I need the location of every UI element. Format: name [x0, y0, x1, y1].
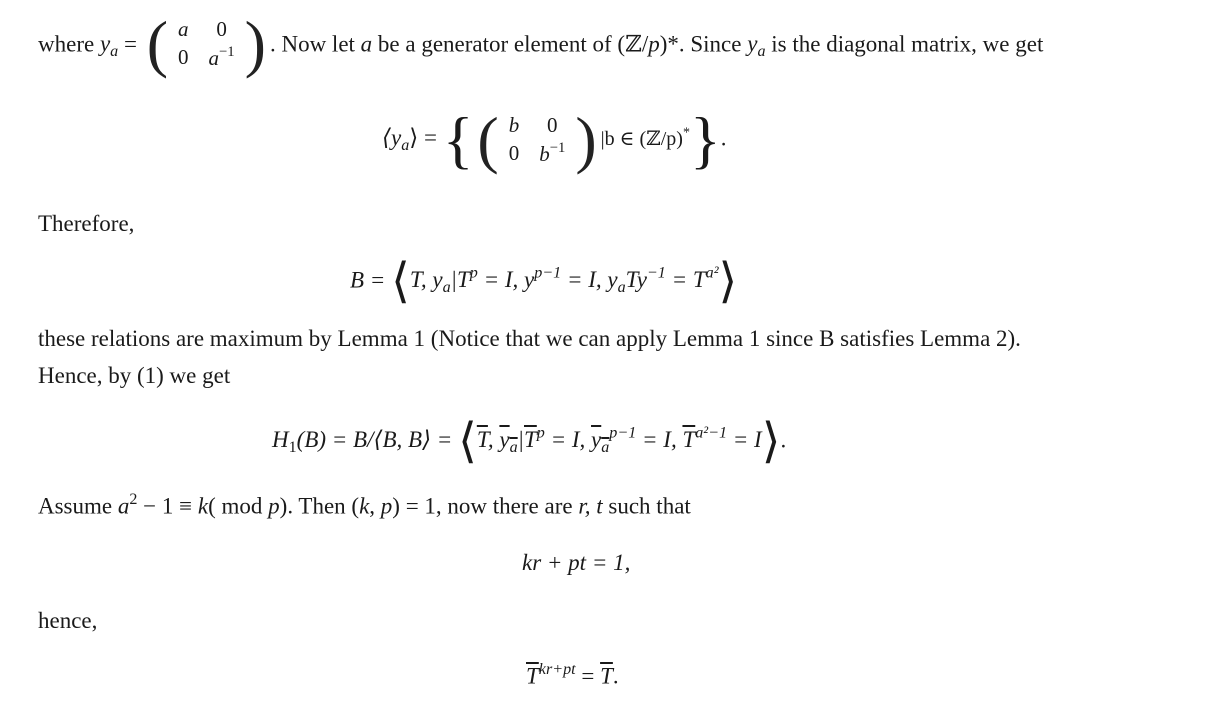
cell-b-11: b — [508, 112, 520, 137]
t-eq: = — [575, 663, 601, 689]
cell-22-sup: −1 — [219, 44, 235, 61]
b-sup-a2: a² — [705, 264, 719, 282]
h-eq-i3: = I — [727, 427, 762, 453]
lhs-text: ⟨y — [382, 125, 402, 151]
h-ybar-2 — [591, 427, 610, 457]
text-since: )*. Since — [659, 31, 748, 57]
t-sup: kr+pt — [538, 661, 576, 678]
b-body — [409, 264, 719, 297]
assume-t1: Assume — [38, 493, 118, 519]
text-where: where — [38, 31, 100, 57]
text-now-let: . Now let — [269, 31, 361, 57]
lhs-ya — [382, 125, 437, 155]
text-generator: be a generator element of (ℤ/ — [372, 31, 649, 57]
right-paren: ) — [244, 8, 266, 79]
left-paren-b: ( — [477, 104, 499, 175]
h-sup-a2m1: a²−1 — [695, 424, 728, 442]
assume-t6: ) = 1, now there are — [392, 493, 579, 519]
var-y: y — [99, 31, 111, 57]
b-body-text: T, y — [409, 267, 443, 293]
assume-sup2: 2 — [129, 491, 138, 508]
h-sub-a2: a — [601, 439, 610, 457]
b-sup-p: p — [469, 264, 478, 282]
b-rel4: Ty — [625, 267, 647, 293]
b-sup-pm1: p−1 — [534, 264, 562, 282]
h-eq-i2: = I, — [636, 427, 683, 453]
h-body — [476, 424, 762, 457]
langle: ⟨ — [391, 255, 410, 308]
assume-k: k — [197, 493, 209, 519]
h-tbar-3: $\overline{T}$ — [682, 427, 696, 453]
h-bar: | — [517, 427, 524, 453]
assume-t3: ( mod — [208, 493, 269, 519]
h-sup-p: p — [536, 424, 545, 442]
cell-11: a — [178, 16, 189, 41]
sub-a: a — [110, 43, 119, 61]
matrix-b-table — [499, 112, 576, 168]
h-period: . — [780, 427, 787, 453]
cell-22 — [199, 43, 245, 72]
cell-b-22-sup: −1 — [549, 140, 566, 157]
t-bar: $\overline{T}$ — [526, 663, 539, 689]
var-ya — [99, 31, 119, 61]
h-y2: y — [591, 427, 602, 453]
eq-t — [526, 660, 619, 690]
equals: = — [118, 31, 137, 57]
paragraph-line-2: Hence, by (1) we get — [38, 363, 231, 388]
b-rel2: = I, y — [477, 267, 535, 293]
assume-t5: , — [369, 493, 381, 519]
b-sup-m1: −1 — [646, 264, 666, 282]
matrix-ya — [146, 8, 266, 79]
h-langle: ⟨ — [458, 415, 477, 468]
right-paren-b: ) — [575, 104, 597, 175]
assume-t4: ). Then ( — [279, 493, 360, 519]
period: . — [720, 125, 727, 151]
cell-21: 0 — [178, 45, 189, 69]
var-y-2: y — [747, 31, 758, 57]
eq-b — [350, 255, 738, 308]
left-paren: ( — [146, 8, 168, 79]
therefore: Therefore, — [38, 211, 135, 236]
var-a: a — [360, 31, 373, 57]
t-bar-2: $\overline{T}$ — [600, 663, 613, 689]
h-lhs — [272, 427, 459, 457]
var-p: p — [648, 31, 660, 57]
h-sup-pm1: p−1 — [609, 424, 637, 442]
text-diagonal: is the diagonal matrix, we get — [765, 31, 1044, 57]
assume-line — [38, 490, 691, 520]
cell-b-22 — [529, 139, 575, 168]
h-ybar — [499, 427, 518, 457]
condition — [600, 125, 690, 151]
assume-t7: such that — [602, 493, 691, 519]
cell-b-22-base: b — [539, 141, 550, 166]
eq-ya-generated — [382, 104, 727, 175]
hence: hence, — [38, 608, 98, 633]
line-1 — [38, 8, 1044, 79]
b-sub-a: a — [442, 279, 451, 297]
h-sub-a: a — [509, 439, 518, 457]
h-sub1: 1 — [288, 439, 297, 457]
rangle: ⟩ — [718, 255, 738, 308]
b-rel5: = T — [665, 267, 706, 293]
assume-t2: − 1 ≡ — [137, 493, 198, 519]
condition-sup: * — [682, 125, 690, 141]
eq-h — [272, 415, 787, 468]
h-rangle: ⟩ — [761, 415, 781, 468]
h-y: y — [499, 427, 510, 453]
t-period: . — [612, 663, 619, 689]
h-eq-i1: = I, — [544, 427, 592, 453]
b-rel3: = I, y — [561, 267, 618, 293]
assume-p: p — [268, 493, 280, 519]
assume-a: a — [117, 493, 130, 519]
condition-text: |b ∈ (ℤ/p) — [600, 128, 683, 151]
h-comma: , — [487, 427, 500, 453]
paragraph-line-1: these relations are maximum by Lemma 1 (Notice that we can apply Lemma 1 since B satisfies Lemma 2). — [38, 326, 1021, 351]
cell-b-12: 0 — [547, 112, 558, 137]
b-sub-a-2: a — [617, 279, 626, 297]
assume-rt: r, t — [578, 493, 603, 519]
lhs-sub: a — [401, 137, 410, 155]
h-tbar-2: $\overline{T}$ — [524, 427, 537, 453]
var-ya-2 — [747, 31, 766, 61]
assume-p2: p — [380, 493, 393, 519]
h-text: H — [272, 427, 289, 453]
cell-12: 0 — [216, 16, 227, 41]
b-rel1: |T — [450, 267, 470, 293]
sub-a-2: a — [757, 43, 766, 61]
matrix-ya-table — [168, 16, 245, 72]
lhs-close: ⟩ = — [409, 125, 437, 151]
matrix-b — [477, 104, 597, 175]
h-tbar: $\overline{T}$ — [476, 427, 488, 453]
h-lhs2: (B) = B/⟨B, B⟩ = — [296, 427, 459, 453]
b-lhs: B = — [350, 267, 392, 293]
right-brace: } — [689, 104, 721, 175]
eq-kr: kr + pt = 1, — [522, 550, 631, 575]
cell-b-21: 0 — [508, 141, 520, 165]
left-brace: { — [442, 104, 474, 175]
assume-k2: k — [359, 493, 370, 519]
cell-22-base: a — [208, 45, 219, 70]
